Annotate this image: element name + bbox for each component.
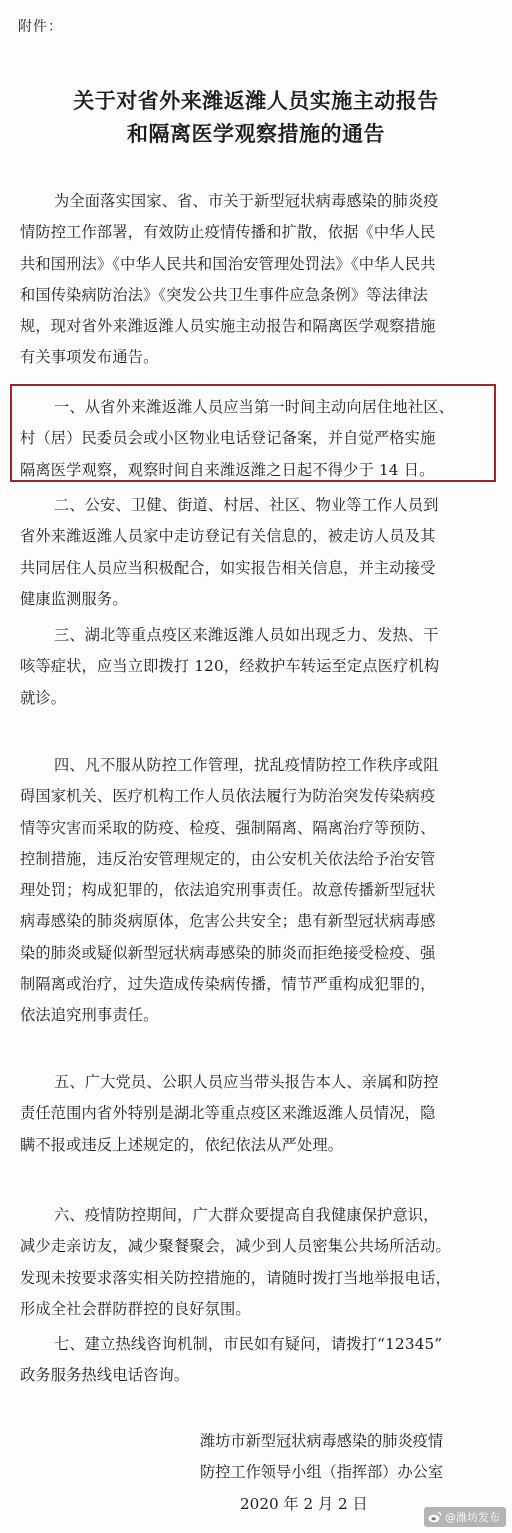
text-line: 咳等症状，应当立即拨打 120，经救护车转运至定点医疗机构 — [20, 657, 440, 676]
text-line: 三、湖北等重点疫区来潍返潍人员如出现乏力、发热、干 — [54, 626, 439, 644]
document-title — [0, 84, 512, 150]
text-line: 共同居住人员应当积极配合，如实报告相关信息，并主动接受 — [20, 558, 436, 577]
text-line: 村（居）民委员会或小区物业电话登记备案，并自觉严格实施 — [20, 429, 436, 448]
text-line: 控制措施，违反治安管理规定的，由公安机关依法给予治安管 — [20, 849, 436, 868]
text-line: 情防控工作部署，有效防止疫情传播和扩散，依据《中华人民 — [20, 223, 436, 242]
text-line: 一、从省外来潍返潍人员应当第一时间主动向居住地社区、 — [54, 398, 455, 416]
text-line: 瞒不报或违反上述规定的，依纪依法从严处理。 — [20, 1135, 344, 1154]
signature-block — [200, 1426, 470, 1520]
text-line: 六、疫情防控期间，广大群众要提高自我健康保护意识， — [54, 1206, 439, 1224]
item-5-paragraph — [20, 1067, 494, 1161]
text-line: 理处罚；构成犯罪的，依法追究刑事责任。故意传播新型冠状 — [20, 881, 436, 900]
text-line: 省外来潍返潍人员家中走访登记有关信息的，被走访人员及其 — [20, 527, 436, 546]
text-line: 碍国家机关、医疗机构工作人员依法履行为防治突发传染病疫 — [20, 787, 436, 806]
watermark-text: @潍坊发布 — [445, 1511, 500, 1524]
text-line: 政务服务热线电话咨询。 — [20, 1366, 190, 1385]
text-line: 依法追究刑事责任。 — [20, 1006, 159, 1025]
signature-org-line-2: 防控工作领导小组（指挥部）办公室 — [200, 1463, 443, 1482]
text-line: 就诊。 — [20, 688, 67, 707]
title-line-1: 关于对省外来潍返潍人员实施主动报告 — [73, 88, 439, 113]
item-7-paragraph — [20, 1329, 494, 1392]
text-line: 和国传染病防治法》《突发公共卫生事件应急条例》等法律法 — [20, 285, 428, 304]
text-line: 为全面落实国家、省、市关于新型冠状病毒感染的肺炎疫 — [54, 192, 439, 210]
text-line: 减少走亲访友，减少聚餐聚会，减少到人员密集公共场所活动。 — [20, 1237, 451, 1256]
item-6-paragraph — [20, 1200, 494, 1325]
text-line: 四、凡不服从防控工作管理，扰乱疫情防控工作秩序或阻 — [54, 756, 439, 774]
text-line: 发现未按要求落实相关防控措施的，请随时拨打当地举报电话， — [20, 1268, 451, 1287]
intro-paragraph — [20, 186, 494, 374]
signature-org-line-1: 潍坊市新型冠状病毒感染的肺炎疫情 — [200, 1432, 443, 1450]
item-1-paragraph — [20, 392, 494, 486]
text-line: 情等灾害而采取的防疫、检疫、强制隔离、隔离治疗等预防、 — [20, 818, 436, 837]
signature-date: 2020 年 2 月 2 日 — [240, 1494, 368, 1513]
text-line: 五、广大党员、公职人员应当带头报告本人、亲属和防控 — [54, 1073, 439, 1091]
text-line: 染的肺炎或疑似新型冠状病毒感染的肺炎而拒绝接受检疫、强 — [20, 943, 436, 962]
text-line: 有关事项发布通告。 — [20, 348, 159, 367]
text-line: 责任范围内省外特别是湖北等重点疫区来潍返潍人员情况，隐 — [20, 1104, 436, 1123]
item-4-paragraph — [20, 750, 494, 1032]
text-line: 规，现对省外来潍返潍人员实施主动报告和隔离医学观察措施 — [20, 317, 436, 336]
title-line-2: 和隔离医学观察措施的通告 — [127, 121, 385, 146]
item-2-paragraph — [20, 490, 494, 615]
weibo-watermark — [424, 1507, 506, 1527]
text-line: 共和国刑法》《中华人民共和国治安管理处罚法》《中华人民共 — [20, 254, 436, 273]
text-line: 病毒感染的肺炎病原体，危害公共安全；患有新型冠状病毒感 — [20, 912, 436, 931]
text-line: 七、建立热线咨询机制，市民如有疑问，请拨打“12345” — [54, 1335, 443, 1353]
text-line: 形成全社会群防群控的良好氛围。 — [20, 1299, 251, 1318]
attachment-label: 附件： — [18, 19, 63, 35]
text-line: 隔离医学观察，观察时间自来潍返潍之日起不得少于 14 日。 — [20, 460, 435, 479]
text-line: 健康监测服务。 — [20, 589, 128, 608]
text-line: 制隔离或治疗，过失造成传染病传播，情节严重构成犯罪的， — [20, 975, 436, 994]
weibo-icon — [428, 1511, 442, 1523]
item-3-paragraph — [20, 620, 494, 714]
text-line: 二、公安、卫健、街道、村居、社区、物业等工作人员到 — [54, 496, 439, 514]
